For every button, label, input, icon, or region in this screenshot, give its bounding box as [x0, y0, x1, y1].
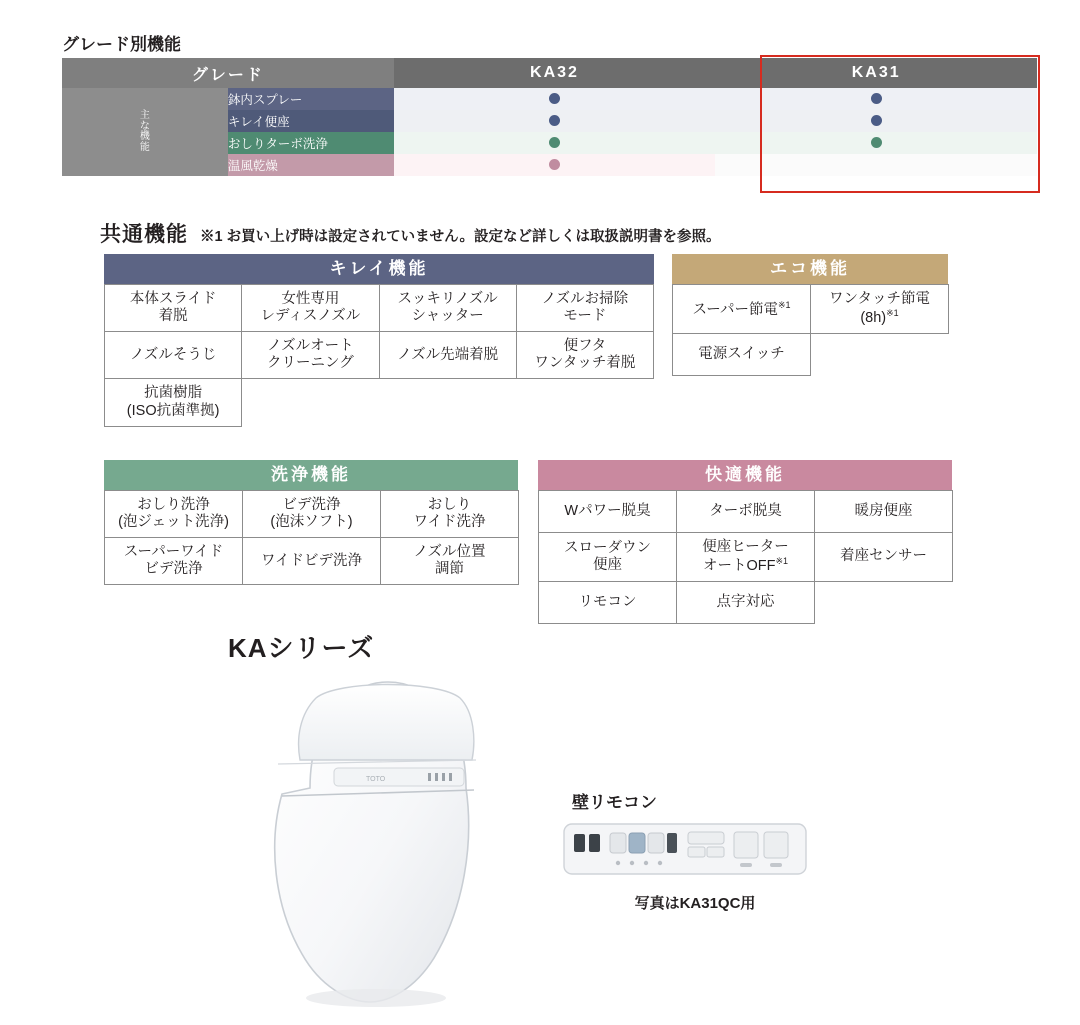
feature-group-eco-grid: [672, 284, 949, 376]
feature-group-kai: [538, 460, 952, 624]
grade-row-label-2: おしりターボ洗浄: [228, 132, 394, 154]
grade-cell-ka32-1: [394, 110, 716, 132]
feature-cell: 点字対応: [677, 582, 815, 624]
feature-group-kirei: [104, 254, 654, 427]
grade-comparison-table: [62, 58, 1037, 176]
grade-row-label-3: 温風乾燥: [228, 154, 394, 176]
feature-group-eco-title: エコ機能: [672, 254, 948, 284]
feature-cell: ノズル位置 調節: [381, 538, 519, 585]
feature-row: [105, 285, 654, 332]
feature-cell: ノズルお掃除 モード: [516, 285, 653, 332]
grade-cell-ka31-1: [715, 110, 1037, 132]
feature-cell: ターボ脱臭: [677, 491, 815, 533]
feature-row: [105, 332, 654, 379]
feature-cell-empty: [811, 334, 949, 376]
feature-group-sen: [104, 460, 518, 585]
feature-cell: 本体スライド 着脱: [105, 285, 242, 332]
common-features-heading: [100, 218, 720, 248]
feature-cell: ノズル先端着脱: [379, 332, 516, 379]
feature-cell: ビデ洗浄 (泡沫ソフト): [243, 491, 381, 538]
common-features-note: ※1 お買い上げ時は設定されていません。設定など詳しくは取扱説明書を参照。: [200, 229, 721, 245]
feature-group-sen-title: 洗浄機能: [104, 460, 518, 490]
feature-cell-empty: [242, 379, 379, 426]
dot-blue-icon: [549, 115, 560, 126]
grade-cell-ka31-0: [715, 88, 1037, 110]
feature-cell: ノズルそうじ: [105, 332, 242, 379]
grade-table-row: [62, 88, 1037, 110]
feature-cell: 抗菌樹脂 (ISO抗菌準拠): [105, 379, 242, 426]
grade-row-label-0: 鉢内スプレー: [228, 88, 394, 110]
svg-text:TOTO: TOTO: [366, 776, 386, 783]
feature-row: [105, 538, 519, 585]
grade-cell-ka32-0: [394, 88, 716, 110]
dot-green-icon: [549, 137, 560, 148]
feature-cell: スーパーワイド ビデ洗浄: [105, 538, 243, 585]
feature-row: [105, 491, 519, 538]
grade-cell-ka32-3: [394, 154, 716, 176]
grade-side-label: 主 な 機 能: [62, 88, 228, 176]
ka-series-label: KAシリーズ: [228, 633, 375, 663]
feature-row: [539, 533, 953, 582]
feature-cell: スーパー節電$^{※1}$: [673, 285, 811, 334]
feature-cell-empty: [516, 379, 653, 426]
dot-blue-icon: [871, 93, 882, 104]
feature-group-kai-grid: [538, 490, 953, 624]
grade-section-title: グレード別機能: [62, 35, 181, 54]
feature-cell: スローダウン 便座: [539, 533, 677, 582]
feature-cell: 女性専用 レディスノズル: [242, 285, 379, 332]
feature-group-kirei-title: キレイ機能: [104, 254, 654, 284]
feature-cell: 暖房便座: [815, 491, 953, 533]
feature-cell: おしり ワイド洗浄: [381, 491, 519, 538]
grade-header-ka31: KA31: [715, 58, 1037, 88]
feature-cell-empty: [379, 379, 516, 426]
feature-cell: 便フタ ワンタッチ着脱: [516, 332, 653, 379]
grade-header-ka32: KA32: [394, 58, 716, 88]
wall-remote-illustration: [560, 818, 810, 883]
grade-cell-ka31-2: [715, 132, 1037, 154]
toilet-seat-illustration: [238, 668, 538, 1013]
dot-pink-icon: [549, 159, 560, 170]
feature-cell: ワイドビデ洗浄: [243, 538, 381, 585]
feature-cell: スッキリノズル シャッター: [379, 285, 516, 332]
feature-cell: ノズルオート クリーニング: [242, 332, 379, 379]
feature-group-kai-title: 快適機能: [538, 460, 952, 490]
grade-header-label: グレード: [62, 58, 394, 88]
feature-row: [539, 582, 953, 624]
grade-cell-ka31-3: [715, 154, 1037, 176]
grade-table-header-row: [62, 58, 1037, 88]
feature-group-sen-grid: [104, 490, 519, 585]
dot-blue-icon: [549, 93, 560, 104]
remote-caption: 写真はKA31QC用: [634, 895, 756, 912]
grade-cell-ka32-2: [394, 132, 716, 154]
feature-cell: おしり洗浄 (泡ジェット洗浄): [105, 491, 243, 538]
feature-cell: Wパワー脱臭: [539, 491, 677, 533]
feature-row: [539, 491, 953, 533]
feature-cell: 電源スイッチ: [673, 334, 811, 376]
feature-cell-empty: [815, 582, 953, 624]
feature-cell: 着座センサー: [815, 533, 953, 582]
dot-green-icon: [871, 137, 882, 148]
feature-row: [673, 334, 949, 376]
feature-row: [105, 379, 654, 426]
feature-cell: 便座ヒーター オートOFF$^{※1}$: [677, 533, 815, 582]
common-features-title: 共通機能: [100, 223, 188, 246]
dot-blue-icon: [871, 115, 882, 126]
feature-group-eco: [672, 254, 948, 376]
feature-group-kirei-grid: [104, 284, 654, 427]
feature-cell: ワンタッチ節電 $(8h)^{※1}$: [811, 285, 949, 334]
feature-row: [673, 285, 949, 334]
wall-remote-label: 壁リモコン: [572, 793, 657, 812]
feature-cell: リモコン: [539, 582, 677, 624]
grade-row-label-1: キレイ便座: [228, 110, 394, 132]
